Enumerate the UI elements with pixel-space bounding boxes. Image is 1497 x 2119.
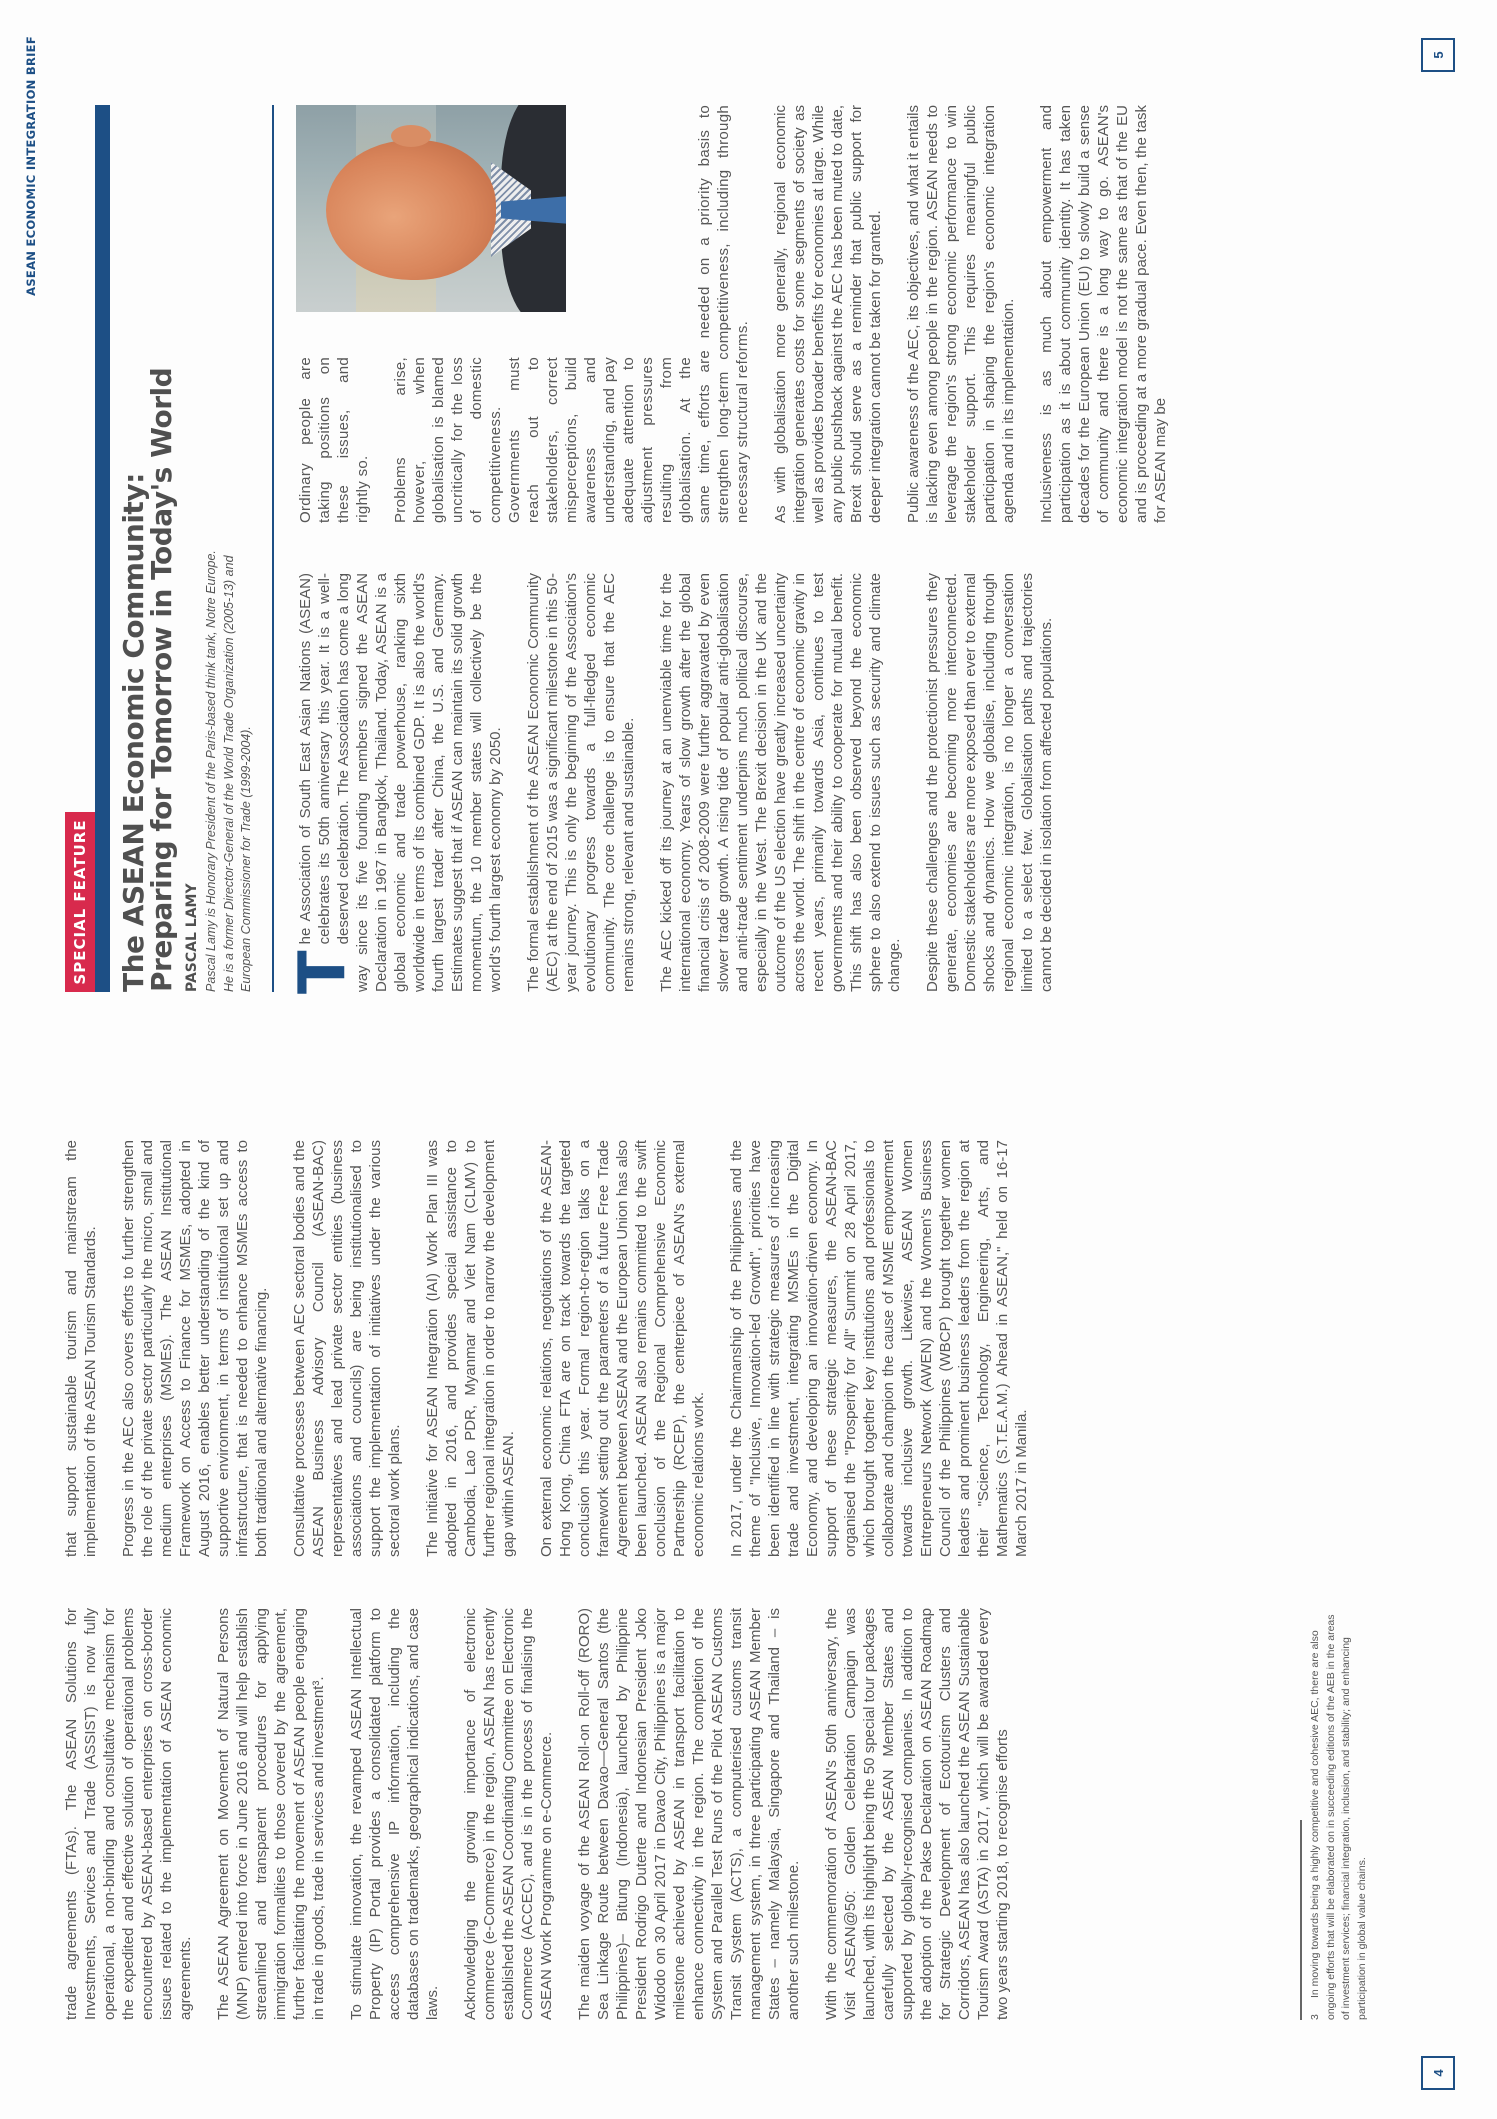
paragraph: Consultative processes between AEC sectoral bodies and the ASEAN Business Advisory Council (ASEAN-BAC) representatives and lead private sector entities (business associations and councils) are being institutionalised to support the implementation of initiatives under the various sectoral work plans. [291, 1140, 403, 1557]
bio-line: Pascal Lamy is Honorary President of the Paris-based think tank, Notre Europe. [204, 550, 218, 992]
paragraph: As with globalisation more generally, regional economic integration generates costs for some segments of society as well as provides broader benefits for economies at large. While any public pushback against the AEC has been muted to date, Brexit should serve as a reminder that public support for deeper integration cannot be taken for granted. [772, 105, 884, 523]
footnote-divider [1300, 1820, 1302, 2020]
running-header: ASEAN ECONOMIC INTEGRATION BRIEF [24, 36, 38, 296]
page-number-left: 4 [1421, 2056, 1455, 2090]
footnote-number: 3 [1309, 2014, 1321, 2020]
drop-cap: T [286, 950, 360, 994]
paragraph: Ordinary people are taking positions on these issues, and rightly so. [297, 357, 371, 523]
paragraph: The Initiative for ASEAN Integration (IAI) Work Plan III was adopted in 2016, and provides special assistance to Cambodia, Lao PDR, Myanmar and Viet Nam (CLMV) to further regional integration in order to narrow the development gap within ASEAN. [424, 1140, 517, 1557]
author-photo [296, 105, 566, 312]
photo-wrap [296, 105, 694, 357]
footnote-text: In moving towards being a highly competitive and cohesive AEC, there are also ongoing efforts that will be elaborated on in succeeding editions of the AEB in the areas of investment services; financial integration, inclusion, and stability; and enhancing participation in global value chains. [1309, 1614, 1368, 2020]
paragraph: On external economic relations, negotiations of the ASEAN-Hong Kong, China FTA are on track towards the targeted conclusion this year. Formal region-to-region talks on a framework setting out the parameters of a future Free Trade Agreement between ASEAN and the European Union has also been launched. ASEAN also remains committed to the swift conclusion of the Regional Comprehensive Economic Partnership (RCEP), the centerpiece of ASEAN's external economic relations work. [538, 1140, 707, 1557]
paragraph: Inclusiveness is as much about empowerment and participation as it is about community identity. It has taken decades for the European Union (EU) to slowly build a sense of community and there is a long way to go. ASEAN's economic integration model is not the same as that of the EU and is proceeding at a more gradual pace. Even then, the task for ASEAN may be [1038, 105, 1169, 523]
title-line-1: The ASEAN Economic Community: [117, 473, 150, 992]
paragraph-text: he Association of South East Asian Nations (ASEAN) celebrates its 50th anniversary this year. It is a well-deserved celebration. The Association has come a long way since its five founding members signed the ASEAN Declaration in 1967 in Bangkok, Thailand. Today, ASEAN is a global economic and trade powerhouse, ranking sixth worldwide in terms of its combined GDP. It is also the world's fourth largest trader after China, the U.S. and Germany. Estimates suggest that if ASEAN can maintain its solid growth momentum, the 10 member states will collectively be the world's fourth largest economy by 2050. [297, 573, 504, 992]
bio-line: European Commissioner for Trade (1999-2004). [239, 726, 253, 992]
page-number-right: 5 [1421, 38, 1455, 72]
bio-line: He is a former Director-General of the World Trade Organization (2005-13) and [221, 555, 236, 992]
section-label: SPECIAL FEATURE [65, 812, 95, 992]
paragraph: The formal establishment of the ASEAN Economic Community (AEC) at the end of 2015 was a significant milestone in this 50-year journey. This is only the beginning of the Association's evolutionary progress towards a full-fledged economic community. The core challenge is to ensure that the AEC remains strong, relevant and sustainable. [525, 573, 637, 992]
page5-column-1 [286, 573, 1075, 994]
article-title [117, 92, 178, 992]
paragraph [286, 573, 505, 994]
paragraph: The AEC kicked off its journey at an unenviable time for the international economy. Years of slow growth after the global financial crisis of 2008-2009 were further aggravated by even slower trade growth. A rising tide of popular anti-globalisation and anti-trade sentiment underpins much political discourse, especially in the West. The Brexit decision in the UK and the outcome of the US election have greatly increased uncertainty across the world. The shift in the centre of economic gravity in recent years, primarily towards Asia, continues to test governments and their ability to cooperate for mutual benefit. This shift has also been observed beyond the economic sphere to also extend to issues such as security and climate change. [658, 573, 903, 992]
paragraph: The ASEAN Agreement on Movement of Natural Persons (MNP) entered into force in June 2016 and will help establish streamlined and transparent procedures for applying immigration formalities to those covered by the agreement, further facilitating the movement of ASEAN people engaging in trade in goods, trade in services and investment³. [215, 1608, 327, 2020]
paragraph: In 2017, under the Chairmanship of the Philippines and the theme of "Inclusive, Innovation-led Growth", priorities have been identified in line with strategic measures of increasing trade and investment, integrating MSMEs in the Digital Economy, and developing an innovation-driven economy. In support of these strategic measures, the ASEAN-BAC organised the "Prosperity for All" Summit on 28 April 2017, which brought together key institutions and professionals to collaborate and champion the cause of MSME empowerment towards inclusive growth. Likewise, ASEAN Women Entrepreneurs Network (AWEN) and the Women's Business Council of the Philippines (WBCP) brought together women leaders and prominent business leaders from the region at their "Science, Technology, Engineering, Arts, and Mathematics (S.T.E.A.M.) Ahead in ASEAN," held on 16-17 March 2017 in Manila. [728, 1140, 1030, 1557]
paragraph: Despite these challenges and the protectionist pressures they generate, economies are becoming more interconnected. Domestic stakeholders are more exposed than ever to external shocks and dynamics. How we globalise, including through regional economic integration, is no longer a conversation limited to a select few. Globalisation paths and trajectories cannot be decided in isolation from affected populations. [924, 573, 1055, 992]
paragraph: Acknowledging the growing importance of electronic commerce (e-Commerce) in the region, ASEAN has recently established the ASEAN Coordinating Committee on Electronic Commerce (ACCEC), and is in the process of finalising the ASEAN Work Programme on e-Commerce. [462, 1608, 555, 2020]
paragraph: With the commemoration of ASEAN's 50th anniversary, the Visit ASEAN@50: Golden Celebration Campaign was launched, with its highlight being the 50 special tour packages carefully selected by the ASEAN Member States and supported by globally-recognised companies. In addition to the adoption of the Pakse Declaration on ASEAN Roadmap for Strategic Development of Ecotourism Clusters and Corridors, ASEAN has also launched the ASEAN Sustainable Tourism Award (ASTA) in 2017, which will be awarded every two years starting 2018, to recognise efforts [823, 1608, 1011, 2020]
paragraph: Problems arise, however, when globalisation is blamed uncritically for the loss of domestic competitiveness. Governments must reach out to stakeholders, correct misperceptions, build awareness and understanding, and pay adequate attention to adjustment pressures resulting from globalisation. At the same time, efforts are needed on a priority basis to strengthen long-term competitiveness, including through necessary structural reforms. [392, 105, 751, 523]
author-name: PASCAL LAMY [184, 883, 200, 992]
paragraph: that support sustainable tourism and mainstream the implementation of the ASEAN Tourism Standards. [63, 1140, 99, 1557]
page4-column-1 [62, 1608, 1031, 2020]
page5-column-2 [296, 105, 1189, 523]
paragraph: Public awareness of the AEC, its objectives, and what it entails is lacking even among people in the region. ASEAN needs to leverage the region's strong economic performance to win stakeholder support. This requires meaningful public participation in shaping the region's economic integration agenda and in its implementation. [905, 105, 1017, 523]
header-divider [272, 105, 274, 992]
author-bio [203, 472, 256, 992]
paragraph: trade agreements (FTAs). The ASEAN Solutions for Investments, Services and Trade (ASSIST) is now fully operational, a non-binding and consultative mechanism for the expedited and effective solution of operational problems encountered by ASEAN-based enterprises on cross-border issues related to the implementation of ASEAN economic agreements. [63, 1608, 194, 2020]
title-bar [95, 105, 110, 992]
paragraph: To stimulate innovation, the revamped ASEAN Intellectual Property (IP) Portal provides a consolidated platform to access comprehensive IP information, including the databases on trademarks, geographical indications, and case laws. [348, 1608, 441, 2020]
paragraph: The maiden voyage of the ASEAN Roll-on Roll-off (RORO) Sea Linkage Route between Davao—General Santos (the Philippines)– Bitung (Indonesia), launched by Philippine President Rodrigo Duterte and Indonesian President Joko Widodo on 30 April 2017 in Davao City, Philippines is a major milestone achieved by ASEAN in transport facilitation to enhance connectivity in the region. The completion of the System and Parallel Test Runs of the Pilot ASEAN Customs Transit System (ACTS), a computerised customs transit management system, in three participating ASEAN Member States – namely Malaysia, Singapore and Thailand – is another such milestone. [576, 1608, 802, 2020]
page4-column-2 [62, 1140, 1050, 1557]
paragraph: Progress in the AEC also covers efforts to further strengthen the role of the private sector particularly the micro, small and medium enterprises (MSMEs). The ASEAN Institutional Framework on Access to Finance for MSMEs, adopted in August 2016, enables better understanding of the kind of supportive environment, in terms of institutional set up and infrastructure, that is needed to enhance MSMEs access to both traditional and alternative financing. [120, 1140, 270, 1557]
title-line-2: Preparing for Tomorrow in Today's World [145, 367, 178, 992]
footnote [1308, 1608, 1370, 2020]
